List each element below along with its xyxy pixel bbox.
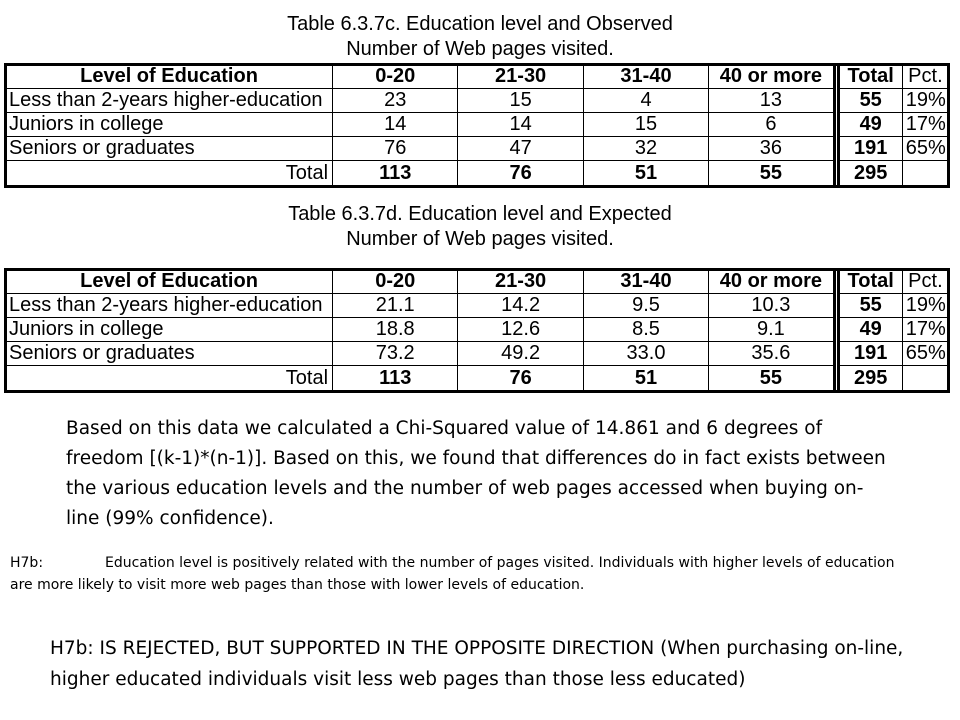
row-label: Seniors or graduates xyxy=(6,342,333,366)
header-31-40: 31-40 xyxy=(583,270,708,294)
hypothesis-text: Education level is positively related with the number of pages visited. Individuals with higher levels of education are more likely to visit more web pages than those with lower levels of education. xyxy=(10,555,895,593)
table1-caption-line1: Table 6.3.7c. Education level and Observed xyxy=(287,13,673,35)
hypothesis-label: H7b: xyxy=(10,555,44,571)
cell-21-30: 47 xyxy=(458,137,583,161)
cell-total: 191 xyxy=(838,342,902,366)
cell-31-40: 15 xyxy=(583,113,708,137)
cell-total: 55 xyxy=(838,294,902,318)
cell-total: 49 xyxy=(838,113,902,137)
cell-40-more: 6 xyxy=(709,113,834,137)
row-label: Seniors or graduates xyxy=(6,137,333,161)
header-21-30: 21-30 xyxy=(458,270,583,294)
total-31-40: 51 xyxy=(583,366,708,392)
cell-pct: 65% xyxy=(902,342,948,366)
cell-31-40: 4 xyxy=(583,89,708,113)
table-row xyxy=(6,294,949,318)
cell-31-40: 8.5 xyxy=(583,318,708,342)
header-21-30: 21-30 xyxy=(458,65,583,89)
cell-total: 191 xyxy=(838,137,902,161)
table2-caption xyxy=(0,202,960,252)
total-40-more: 55 xyxy=(709,161,834,187)
cell-31-40: 33.0 xyxy=(583,342,708,366)
cell-40-more: 10.3 xyxy=(709,294,834,318)
cell-pct: 17% xyxy=(902,113,948,137)
conclusion-paragraph: H7b: IS REJECTED, BUT SUPPORTED IN THE OPPOSITE DIRECTION (When purchasing on-line, higher educated individuals visit less web pages than those less educated) xyxy=(50,638,904,690)
table-header-row xyxy=(6,270,949,294)
chi-squared-paragraph: Based on this data we calculated a Chi-Squared value of 14.861 and 6 degrees of freedom [(k-1)*(n-1)]. Based on this, we found that differences do in fact exists between the various education levels and the number of web pages accessed when buying on-line (99% confidence). xyxy=(66,418,886,529)
cell-31-40: 32 xyxy=(583,137,708,161)
total-31-40: 51 xyxy=(583,161,708,187)
cell-40-more: 9.1 xyxy=(709,318,834,342)
cell-pct: 19% xyxy=(902,89,948,113)
cell-total: 49 xyxy=(838,318,902,342)
grand-total: 295 xyxy=(838,366,902,392)
header-0-20: 0-20 xyxy=(333,270,458,294)
table2-caption-line2: Number of Web pages visited. xyxy=(346,228,614,250)
cell-40-more: 35.6 xyxy=(709,342,834,366)
total-21-30: 76 xyxy=(458,366,583,392)
cell-21-30: 15 xyxy=(458,89,583,113)
cell-21-30: 14.2 xyxy=(458,294,583,318)
total-0-20: 113 xyxy=(333,161,458,187)
table1-caption xyxy=(0,12,960,62)
row-label: Less than 2-years higher-education xyxy=(6,89,333,113)
total-0-20: 113 xyxy=(333,366,458,392)
table-row xyxy=(6,342,949,366)
table-row xyxy=(6,318,949,342)
cell-21-30: 14 xyxy=(458,113,583,137)
header-0-20: 0-20 xyxy=(333,65,458,89)
grand-total: 295 xyxy=(838,161,902,187)
row-label: Less than 2-years higher-education xyxy=(6,294,333,318)
cell-pct: 19% xyxy=(902,294,948,318)
row-label: Juniors in college xyxy=(6,113,333,137)
cell-21-30: 12.6 xyxy=(458,318,583,342)
cell-40-more: 36 xyxy=(709,137,834,161)
total-pct xyxy=(902,366,948,392)
table-row xyxy=(6,113,949,137)
cell-0-20: 21.1 xyxy=(333,294,458,318)
totals-label: Total xyxy=(6,366,333,392)
cell-0-20: 73.2 xyxy=(333,342,458,366)
cell-21-30: 49.2 xyxy=(458,342,583,366)
table-row xyxy=(6,137,949,161)
observed-table xyxy=(5,64,949,187)
cell-0-20: 18.8 xyxy=(333,318,458,342)
total-40-more: 55 xyxy=(709,366,834,392)
header-40-more: 40 or more xyxy=(709,65,834,89)
header-total: Total xyxy=(838,270,902,294)
cell-0-20: 14 xyxy=(333,113,458,137)
header-pct: Pct. xyxy=(902,65,948,89)
cell-pct: 17% xyxy=(902,318,948,342)
cell-total: 55 xyxy=(838,89,902,113)
totals-row xyxy=(6,366,949,392)
table-row xyxy=(6,89,949,113)
table1-caption-line2: Number of Web pages visited. xyxy=(346,38,614,60)
cell-40-more: 13 xyxy=(709,89,834,113)
row-label: Juniors in college xyxy=(6,318,333,342)
header-level: Level of Education xyxy=(6,65,333,89)
header-level: Level of Education xyxy=(6,270,333,294)
total-21-30: 76 xyxy=(458,161,583,187)
header-40-more: 40 or more xyxy=(709,270,834,294)
cell-31-40: 9.5 xyxy=(583,294,708,318)
table-header-row xyxy=(6,65,949,89)
totals-row xyxy=(6,161,949,187)
cell-0-20: 76 xyxy=(333,137,458,161)
header-pct: Pct. xyxy=(902,270,948,294)
total-pct xyxy=(902,161,948,187)
header-31-40: 31-40 xyxy=(583,65,708,89)
hypothesis-paragraph xyxy=(10,552,910,596)
cell-0-20: 23 xyxy=(333,89,458,113)
cell-pct: 65% xyxy=(902,137,948,161)
table2-caption-line1: Table 6.3.7d. Education level and Expected xyxy=(288,203,672,225)
expected-table xyxy=(5,269,949,392)
header-total: Total xyxy=(838,65,902,89)
totals-label: Total xyxy=(6,161,333,187)
